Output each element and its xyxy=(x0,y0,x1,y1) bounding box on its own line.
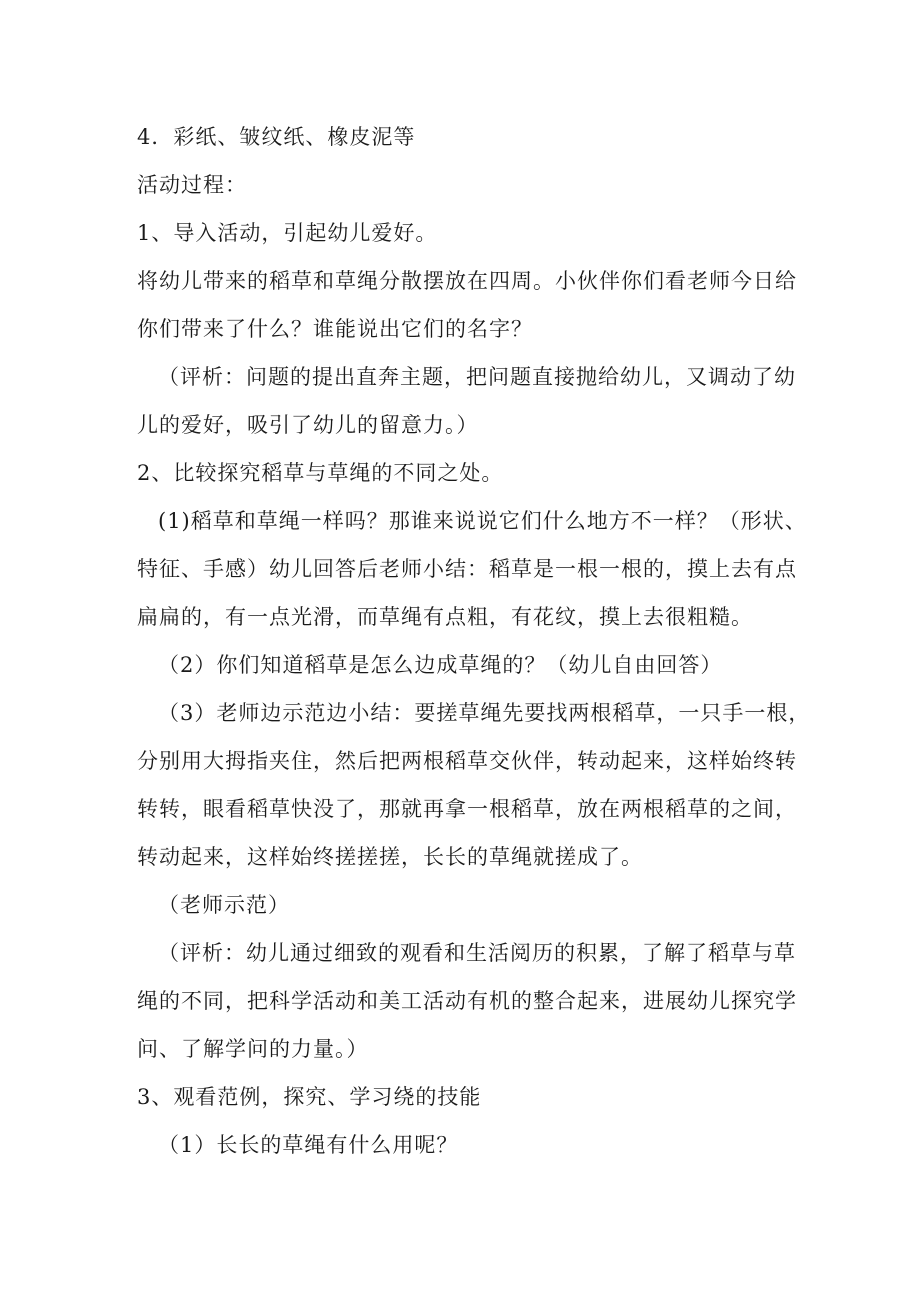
paragraph-line: （3）老师边示范边小结：要搓草绳先要找两根稻草，一只手一根， xyxy=(158,701,811,725)
paragraph-line: （老师示范） xyxy=(158,893,290,917)
commentary-line: 问、了解学问的力量。） xyxy=(137,1037,369,1061)
paragraph-line: （1）长长的草绳有什么用呢？ xyxy=(158,1133,459,1157)
commentary-line: 绳的不同，把科学活动和美工活动有机的整合起来，进展幼儿探究学 xyxy=(137,989,797,1013)
paragraph-line: 转动起来，这样始终搓搓搓，长长的草绳就搓成了。 xyxy=(137,845,643,869)
paragraph-line: (1)稻草和草绳一样吗？那谁来说说它们什么地方不一样？（形状、 xyxy=(158,509,807,533)
paragraph-line: 分别用大拇指夹住，然后把两根稻草交伙伴，转动起来，这样始终转 xyxy=(137,749,797,773)
commentary-line: 儿的爱好，吸引了幼儿的留意力。） xyxy=(137,413,479,437)
materials-item-4: 4．彩纸、皱纹纸、橡皮泥等 xyxy=(137,125,416,149)
paragraph-line: （2）你们知道稻草是怎么边成草绳的？（幼儿自由回答） xyxy=(158,653,723,677)
step-2-heading: 2、比较探究稻草与草绳的不同之处。 xyxy=(137,461,504,485)
paragraph-line: 你们带来了什么？谁能说出它们的名字？ xyxy=(137,317,533,341)
commentary-line: （评析：幼儿通过细致的观看和生活阅历的积累，了解了稻草与草 xyxy=(158,941,796,965)
paragraph-line: 将幼儿带来的稻草和草绳分散摆放在四周。小伙伴你们看老师今日给 xyxy=(137,269,797,293)
commentary-line: （评析：问题的提出直奔主题，把问题直接抛给幼儿，又调动了幼 xyxy=(158,365,796,389)
paragraph-line: 特征、手感）幼儿回答后老师小结：稻草是一根一根的，摸上去有点 xyxy=(137,557,797,581)
step-1-heading: 1、导入活动，引起幼儿爱好。 xyxy=(137,221,438,245)
paragraph-line: 扁扁的，有一点光滑，而草绳有点粗，有花纹，摸上去很粗糙。 xyxy=(137,605,753,629)
paragraph-line: 转转，眼看稻草快没了，那就再拿一根稻草，放在两根稻草的之间， xyxy=(137,797,797,821)
step-3-heading: 3、观看范例，探究、学习绕的技能 xyxy=(137,1085,482,1109)
section-heading-process: 活动过程： xyxy=(137,173,247,197)
